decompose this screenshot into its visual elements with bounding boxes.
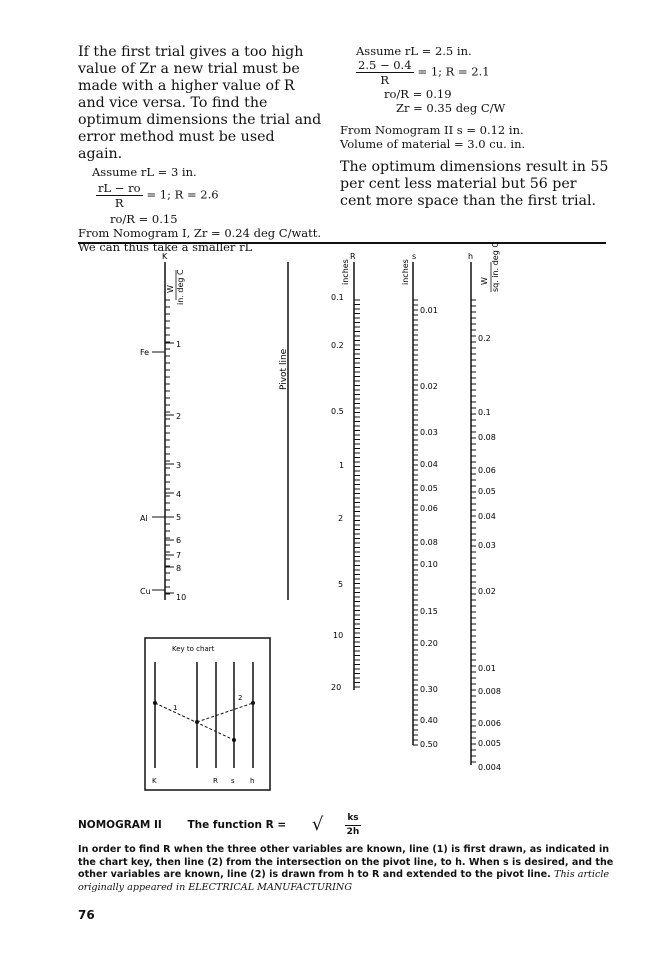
s-tick-0-05: 0.05 [420,484,438,493]
k-tick-8: 8 [176,564,182,573]
s-header: s [412,252,417,261]
h-tick-0-04: 0.04 [478,512,496,521]
s-tick-0-20: 0.20 [420,639,438,648]
h-tick-0-01: 0.01 [478,664,496,673]
key-line-2-label: 2 [238,694,243,702]
assume-rl-3: Assume rL = 3 in. [92,165,197,179]
equation-rest: = 1; R = 2.6 [146,187,219,202]
h-unit-w: W [480,277,489,285]
fraction-denominator: R [380,73,390,87]
caption-credit: This article originally appeared in ELECTRICAL MANUFACTURING [78,869,610,893]
figure-caption [78,812,618,894]
key-label-r: R [213,777,218,785]
s-tick-0-04: 0.04 [420,460,438,469]
k-header: K [162,252,168,261]
h-tick-0-06: 0.06 [478,466,496,475]
h-header: h [468,252,474,261]
key-title: Key to chart [172,645,215,653]
assume-rl-2-5: Assume rL = 2.5 in. [356,44,472,58]
h-tick-0-02: 0.02 [478,587,496,596]
r-tick-5: 5 [338,580,344,589]
key-line-2 [197,703,253,722]
r-tick-0-5: 0.5 [331,407,344,416]
r-tick-1: 1 [339,461,345,470]
ratio-0-19: ro/R = 0.19 [384,87,452,101]
ratio-0-15: ro/R = 0.15 [110,212,178,226]
key-label-k: K [152,777,157,785]
caption-function [187,813,383,837]
caption-title: NOMOGRAM II [78,819,162,831]
h-tick-0-05: 0.05 [478,487,496,496]
key-box [145,638,270,790]
h-tick-0-008: 0.008 [478,687,501,696]
volume-of-material: Volume of material = 3.0 cu. in. [340,137,526,151]
from-nomogram-1: From Nomogram I, Zr = 0.24 deg C/watt. [78,226,322,240]
k-tick-1: 1 [176,340,182,349]
material-cu: Cu [140,587,151,596]
s-tick-0-02: 0.02 [420,382,438,391]
pivot-label: Pivot line [279,348,289,390]
paragraph-trial: If the first trial gives a too high value of Zr a new trial must be made with a higher value of R and vice versa. To find the optimum dimensions the trial and error method must be used again. [78,44,322,162]
s-tick-0-50: 0.50 [420,740,438,749]
formula-fraction [345,812,382,838]
s-tick-0-10: 0.10 [420,560,438,569]
function-label: The function R = [187,819,287,831]
s-tick-0-08: 0.08 [420,538,438,547]
smaller-rl: We can thus take a smaller rL [78,240,253,254]
s-tick-0-01: 0.01 [420,306,438,315]
k-unit-w: W [166,285,175,293]
h-unit-deg: sq. in. deg C [491,242,500,292]
k-tick-10: 10 [176,593,187,602]
r-header: R [350,252,356,261]
material-al: Al [140,514,148,523]
r-unit: inches [341,259,350,285]
fraction-denominator: R [114,196,124,210]
k-tick-7: 7 [176,551,182,560]
r-tick-20: 20 [331,683,342,692]
zr-value: Zr = 0.35 deg C/W [396,101,506,115]
r-tick-2: 2 [338,514,344,523]
h-tick-0-08: 0.08 [478,433,496,442]
fraction-numerator: 2.5 − 0.4 [358,58,412,72]
s-unit: inches [401,259,410,285]
k-tick-3: 3 [176,461,182,470]
h-tick-0-005: 0.005 [478,739,501,748]
caption-body [78,844,618,894]
key-line-1-label: 1 [173,704,178,712]
fraction-numerator: rL − ro [98,181,141,195]
k-tick-6: 6 [176,536,182,545]
key-line-1 [155,703,234,740]
material-fe: Fe [140,348,150,357]
equation-rest: = 1; R = 2.1 [417,64,490,79]
from-nomogram-2: From Nomogram II s = 0.12 in. [340,123,524,137]
k-tick-2: 2 [176,412,182,421]
s-tick-0-03: 0.03 [420,428,438,437]
s-tick-0-15: 0.15 [420,607,438,616]
h-tick-0-03: 0.03 [478,541,496,550]
h-tick-0-006: 0.006 [478,719,501,728]
h-tick-0-004: 0.004 [478,763,501,772]
s-tick-0-40: 0.40 [420,716,438,725]
s-tick-0-06: 0.06 [420,504,438,513]
formula-denominator: 2h [346,826,360,837]
page-number: 76 [78,908,95,922]
sqrt-icon: √ [311,813,324,835]
k-tick-5: 5 [176,513,182,522]
r-tick-0-1: 0.1 [331,293,344,302]
h-tick-0-1: 0.1 [478,408,491,417]
key-label-h: h [250,777,255,785]
h-tick-0-2: 0.2 [478,334,491,343]
r-tick-0-2: 0.2 [331,341,344,350]
caption-text: In order to find R when the three other variables are known, line (1) is first drawn, as indicated in the chart key, then line (2) from the intersection on the pivot line, to h. When s is desired, and the other variables are known, line (2) is drawn from h to R and extended to the pivot line. [78,844,614,880]
r-tick-10: 10 [333,631,344,640]
k-unit-deg: in. deg C [176,269,185,305]
key-label-s: s [231,777,235,785]
s-tick-0-30: 0.30 [420,685,438,694]
formula-numerator: ks [345,812,360,826]
caption-heading [78,812,618,838]
k-tick-4: 4 [176,490,182,499]
conclusion-paragraph: The optimum dimensions result in 55 per cent less material but 56 per cent more space than the first trial. [340,159,609,209]
